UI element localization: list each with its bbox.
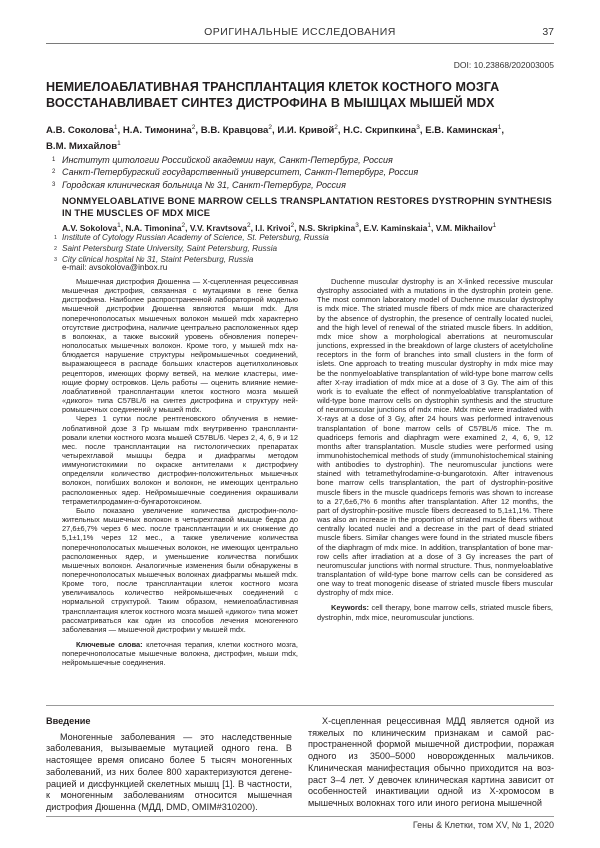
author-affil-num: 2 — [334, 124, 338, 131]
affiliations-ru — [52, 154, 552, 191]
affiliation-text: City clinical hospital № 31, Staint Petersburg, Russia — [62, 254, 254, 264]
affiliations-en — [54, 233, 552, 265]
keywords-en — [317, 603, 553, 621]
affiliation-num: 2 — [54, 245, 58, 252]
author-affil-num: 2 — [268, 124, 273, 131]
keywords-text: cell therapy, bone marrow cells, striated muscle fibers, dystrophin, mdx mice, neuromuscular junctions. — [317, 603, 553, 622]
affiliation-item — [52, 179, 552, 191]
abstract-en — [317, 277, 553, 622]
intro-right-column — [308, 716, 554, 810]
authors-ru: А.В. Соколова$^1$, Н.А. Тимонина$^2$, В.В. Кравцова$^2$, И.И. Кривой$^2$, Н.С. Скрипкина$^3$, Е.В. Каминская$^1$, В.М. Михайлов$^1$ — [46, 124, 504, 152]
author-name: В.М. Михайлов — [46, 140, 118, 152]
journal-section-title: ОРИГИНАЛЬНЫЕ ИССЛЕДОВАНИЯ — [204, 26, 396, 38]
author-affil-num: 2 — [290, 222, 295, 229]
author-affil-num: 1 — [492, 222, 497, 229]
author-name: V.V. Kravtsova — [189, 222, 247, 233]
author-name: Н.А. Тимонина — [122, 125, 192, 137]
intro-left-column — [46, 716, 292, 814]
author-affil-num: 1 — [497, 124, 502, 131]
doi-label[interactable]: DOI: 10.23868/202003005 — [453, 60, 554, 70]
body-paragraph: Моногенные заболевания — это наследственные заболевания, вызываемые мутацией одного гена. В настоящее время описано более 5 тысяч моногенных заболеваний, из них более 800 характеризуются дегенерацией и дисфункцией скелетных мышц [1]. В частности, к моногенным заболеваниям относится мышечная дистрофия Дюшенна (МДД, DMD, OMIM#310200). — [46, 731, 292, 812]
author-affil-num: 1 — [117, 222, 121, 229]
affiliation-item — [52, 154, 552, 166]
body-paragraph: Х-сцепленная рецессивная МДД является одной из тяжелых по клиническим признакам и самой распространенной формой мышечной дистрофии, поражая одного из 3500–5000 новорожденных мальчиков. Клиническая манифестация обычно приходится на возраст 3–4 лет. У девочек клиническая картина зависит от особенностей инактивации одной из Х-хромосом в мышечных волокнах того или иного региона мышечной — [308, 716, 554, 808]
affiliation-num: 2 — [52, 169, 56, 176]
author-name: А.В. Соколова — [46, 125, 114, 137]
article-title-en: NONMYELOABLATIVE BONE MARROW CELLS TRANSPLANTATION RESTORES DYSTROPHIN SYNTHESIS IN THE MUSCLES OF MDX MICE — [62, 195, 552, 218]
section-divider — [46, 705, 554, 706]
affiliation-num: 3 — [54, 256, 58, 263]
abstract-paragraph: Мышечная дистрофия Дюшенна — Х-сцепленная рецессивная мышечная дистрофия, связанная с мутациями в гене белка дистрофина. Наиболее распространенной лабораторной моделью мышечной дистрофии Дюшенна являются мыши mdx. Для поперечнополосатых мышечных волокон мышей mdx характерно отсутствие дистрофина, наличие центрально расположенных ядер в волокнах, а также высокий уровень обновления поперечнополосатых мышечных волокон. Кроме того, у мышей mdx наблюдается нарушение структуры нейромышечных соединений, выражающееся в распаде больших кластеров ацетилхолиновых рецепторов, имеющих форму ветвей, на мелкие кластеры, имеющие форму островков. Цель работы — оценить влияние немиелоаблативной трансплантации клеток костного мозга мышей «дикого» типа C57BL/6 на синтез дистрофина и структуру нейромышечных соединений у мышей mdx. — [62, 277, 298, 415]
author-name: Н.С. Скрипкина — [343, 125, 417, 137]
affiliation-text: Institute of Cytology Russian Academy of Science, St. Petersburg, Russia — [62, 233, 329, 242]
footer-divider — [46, 816, 554, 817]
author-name: N.S. Skripkina — [298, 222, 356, 233]
affiliation-item — [52, 166, 552, 178]
author-name: I.I. Krivoi — [255, 222, 291, 233]
author-name: И.И. Кривой — [277, 125, 335, 137]
authors-en: A.V. Sokolova$^1$, N.A. Timonina$^2$, V.V. Kravtsova$^2$, I.I. Krivoi$^2$, N.S. Skripkina$^3$, E.V. Kaminskaia$^1$, V.M. Mikhailov$^1$ — [62, 222, 497, 233]
affiliation-num: 1 — [52, 157, 56, 163]
affiliation-num: 1 — [54, 235, 58, 241]
article-title-ru: НЕМИЕЛОАБЛАТИВНАЯ ТРАНСПЛАНТАЦИЯ КЛЕТОК КОСТНОГО МОЗГА ВОССТАНАВЛИВАЕТ СИНТЕЗ ДИСТРОФИНА В МЫШЦАХ МЫШЕЙ MDX — [46, 80, 500, 110]
affiliation-text: Saint Petersburg State University, Saint Petersburg, Russia — [62, 243, 278, 253]
keywords-label: Keywords: — [331, 603, 370, 613]
affiliation-text: Институт цитологии Российской академии наук, Санкт-Петербург, Россия — [62, 155, 393, 165]
affiliation-num: 3 — [52, 181, 56, 188]
abstract-paragraph: Duchenne muscular dystrophy is an X-linked recessive muscular dystrophy associated with a mutations in the dystrophin protein gene. The most common laboratory model of Duchenne muscular dystrophy is mdx mice. The striated muscle fibers of mdx mice are characterized by the absence of dystrophin, the presence of centrally located nuclei, and the high level of renewal of the striated muscle fibers. In addition, mdx mice show a morphological aberrations at neuromuscular junctions, expressed in the breakdown of large clusters of acetylcholine receptors in the form of branches into small clusters in the form of islets. One approach to treating muscular dystrophy in mdx mice may be the nonmyeloablative transplantation of wild-type bone marrow cells after X-ray irradiation of mdx mice at a dose of 3 Gy. The aim of this work is to evaluate the effect of nonmyeloablative transplantation of wild-type bone marrow cells on dystrophin synthesis and the structure of neuromuscular junctions of mdx mice. Mdx mice were irradiated with X-rays at a dose of 3 Gy, after 24 hours was performed intravenous transplantation of bone marrow cells of C57BL/6 mice. The m. quadriceps femoris and diaphragm were examined 2, 4, 6, 9, 12 months after transplantation. Muscle studies were performed using immunohistochemical methods of study (immunohistochemical staining with antibodies to dystrophin). The neuromuscular junctions were stained with tetramethylrodamine-α-bungarotoxin. After intravenous bone marrow cells transplantation, the part of dystrophin-positive muscle fibers in the muscle quadriceps femoris was shown to increase to a 27,6±6,7% 6 months after transplantation. After 12 months, the part of dystrophin-positive muscle fibers decreased to 5,1±1,1%. There was also an increase in the proportion of striated muscle fibers without centrally located nuclei and a decrease in the part of dead striated muscle fibers. Similar changes were found in the striated muscle fibers of the diaphragm of mdx mice. In addition, transplantation of bone marrow cells after irradiation at a dose of 3 Gy increases the part of neuromuscular junctions with normal structure. Thus, nonmyeloablative transplantation of wild-type bone marrow cells can be considered as one way to treat monogenic disease of striated muscle fibers muscular dystrophy of mdx mice. — [317, 277, 553, 598]
author-affil-num: 3 — [355, 222, 359, 229]
author-affil-num: 3 — [416, 124, 420, 131]
affiliation-text: Городская клиническая больница № 31, Санкт-Петербург, Россия — [62, 179, 346, 190]
contact-email[interactable]: e-mail: avsokolova@inbox.ru — [62, 263, 168, 272]
author-affil-num: 2 — [191, 124, 196, 131]
keywords-ru — [62, 640, 298, 667]
journal-footer: Гены & Клетки, том XV, № 1, 2020 — [412, 820, 554, 830]
affiliation-item — [54, 233, 552, 244]
author-affil-num: 2 — [246, 222, 251, 229]
header-divider — [46, 43, 554, 44]
abstract-paragraph: Через 1 сутки после рентгеновского облучения в немиелоблативной дозе 3 Гр мышам mdx внутривенно трансплантировали клетки костного мозга мышей C57BL/6. Через 2, 4, 6, 9 и 12 мес. после трансплантации на гистологических препаратах четырехглавой мышцы бедра и диафрагмы методом иммуногистохимии по окраске антителами к дистрофину определяли количество дистрофин-положительных мышечных волокон, погибших волокон и волокон, не имеющих центрально расположенных ядер. Нейромышечные соединения окрашивали тетраметилродамин-α-бунгаротоксином. — [62, 414, 298, 506]
author-name: A.V. Sokolova — [62, 222, 118, 233]
author-name: V.M. Mikhailov — [435, 222, 493, 233]
author-affil-num: 2 — [181, 222, 186, 229]
abstract-ru — [62, 277, 298, 668]
author-name: В.В. Кравцова — [200, 125, 269, 137]
author-affil-num: 1 — [117, 139, 121, 147]
author-name: N.A. Timonina — [125, 222, 182, 233]
page-number: 37 — [542, 26, 554, 38]
affiliation-text: Санкт-Петербургский государственный университет, Санкт-Петербург, Россия — [62, 167, 419, 178]
author-affil-num: 1 — [427, 222, 432, 229]
author-affil-num: 1 — [113, 124, 118, 131]
keywords-label: Ключевые слова: — [76, 640, 143, 650]
section-heading: Введение — [46, 716, 91, 726]
author-name: Е.В. Каминская — [425, 125, 498, 137]
keywords-text: клеточная терапия, клетки костного мозга, поперечнополосатые мышечные волокна, дистрофин, мыши mdx, нейромышечные соединения. — [62, 640, 298, 668]
abstract-paragraph: Было показано увеличение количества дистрофин-положительных мышечных волокон в четырехглавой мышце бедра до 27,6±6,7% через 6 мес. после трансплантации и их снижение до 5,1±1,1% через 12 мес., а также увеличение количества поперечнополосатых мышечных волокон, не имеющих центрально расположенных ядер, и уменьшение количества погибших мышечных волокон. Аналогичные изменения были обнаружены в поперечнополосатых мышечных волокнах диафрагмы мышей mdx. Кроме того, после трансплантации клеток костного мозга увеличивалось количество нейромышечных соединений с нормальной структурой. Таким образом, немиелоабластивная трансплантация клеток костного мозга мышей «дикого» типа может рассматриваться как один из способов лечения моногенного заболевания — мышечной дистрофии у мышей mdx. — [62, 505, 298, 634]
affiliation-item — [54, 243, 552, 255]
author-name: E.V. Kaminskaia — [363, 222, 428, 233]
